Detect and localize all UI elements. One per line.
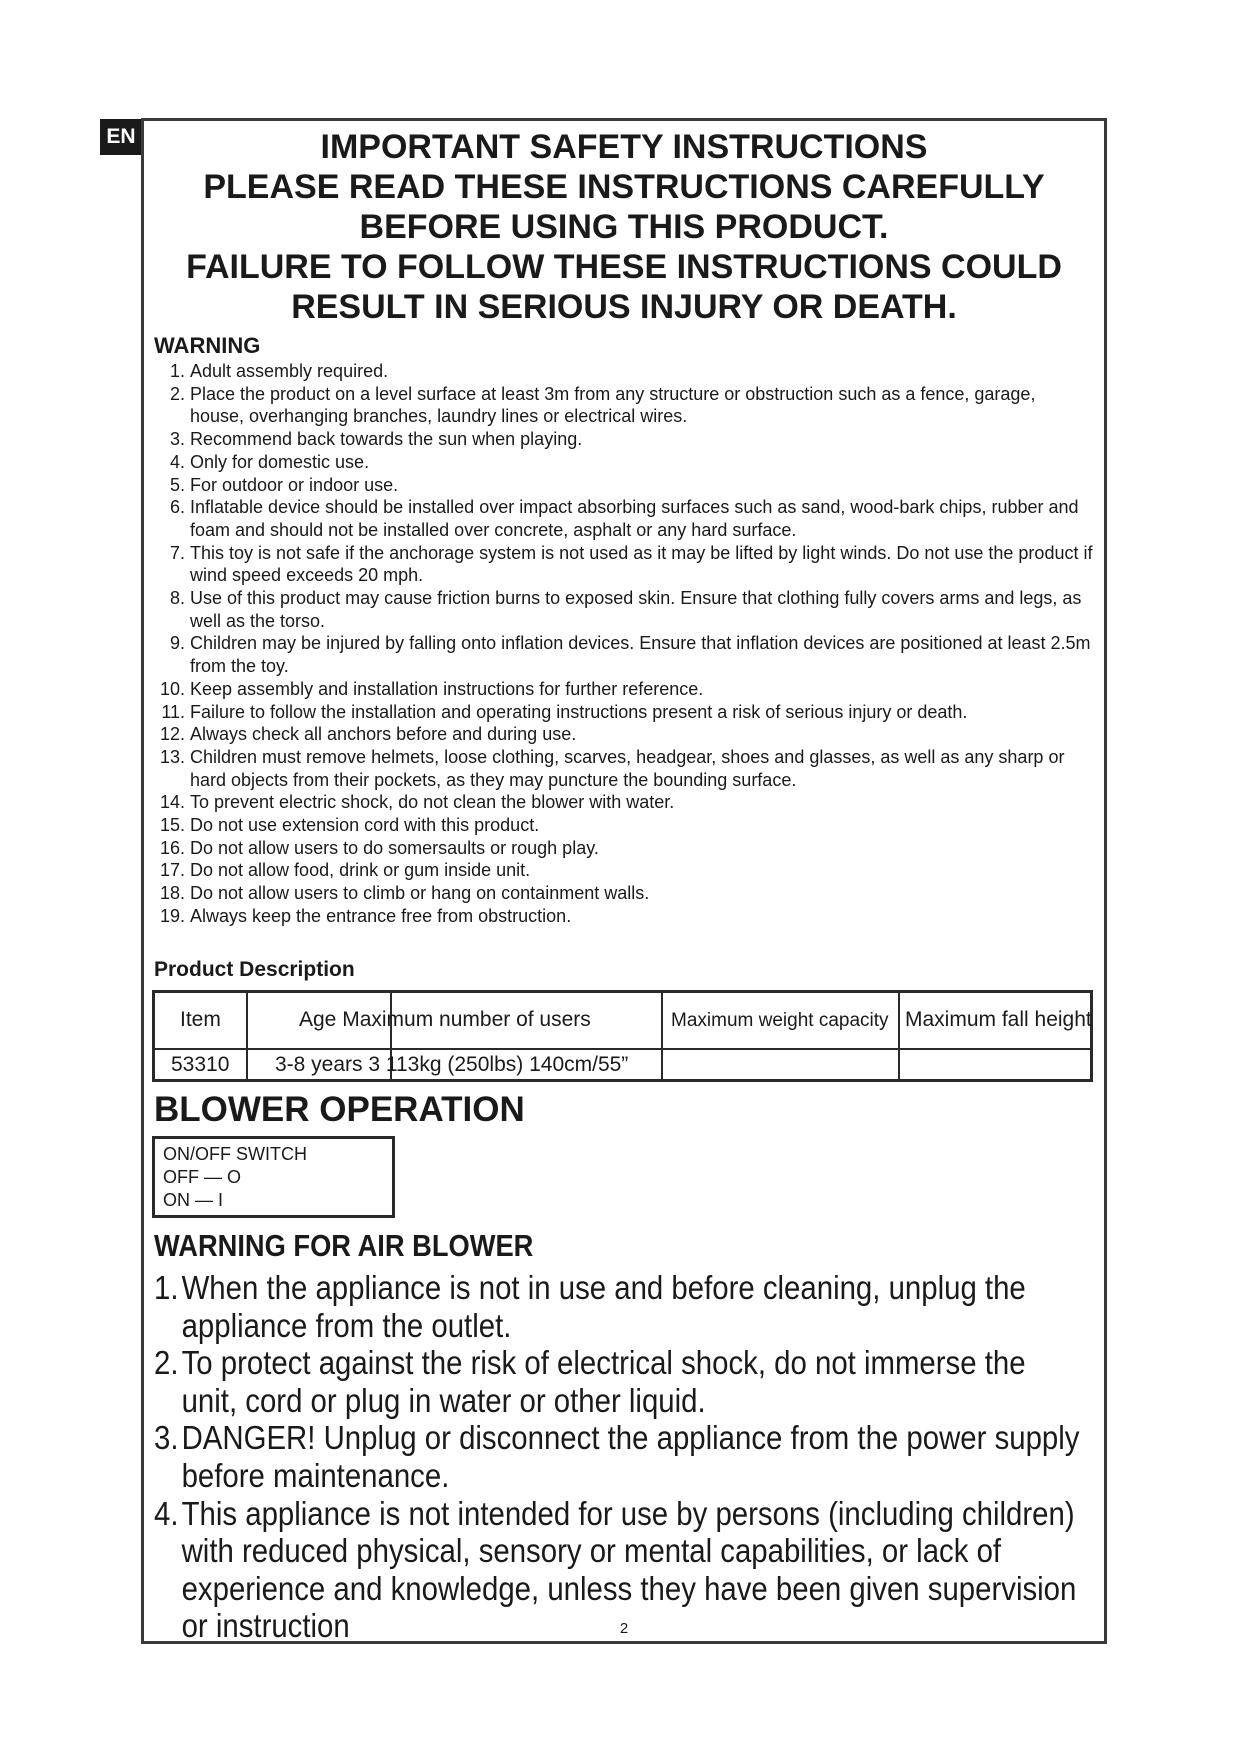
list-item: 3. DANGER! Unplug or disconnect the appliance from the power supply before maintenance.: [154, 1419, 1080, 1494]
table-divider: [155, 1048, 1090, 1050]
warning-title: WARNING: [154, 333, 261, 358]
list-item: 9. Children may be injured by falling onto inflation devices. Ensure that inflation devices are positioned at least 2.5m from the toy.: [169, 633, 1091, 677]
table-divider: [661, 993, 663, 1079]
blower-operation-title: BLOWER OPERATION: [154, 1090, 525, 1129]
switch-line: OFF — O: [163, 1167, 241, 1187]
product-description-title: Product Description: [154, 958, 355, 981]
air-blower-warning-title: WARNING FOR AIR BLOWER: [154, 1228, 534, 1263]
list-item: 11. Failure to follow the installation and operating instructions present a risk of serious injury or death.: [161, 701, 968, 722]
list-item: 19. Always keep the entrance free from obstruction.: [159, 905, 572, 926]
safety-heading: [141, 127, 1107, 327]
switch-info-box: [152, 1136, 395, 1218]
list-item: 16. Do not allow users to do somersaults or rough play.: [159, 837, 599, 858]
language-tab: EN: [100, 119, 142, 155]
header-weight: Maximum weight capacity: [671, 1010, 889, 1031]
list-item: 4. This appliance is not intended for use by persons (including children) with reduced physical, sensory or mental capabilities, or lack of experience and knowledge, unless they have been given supervision or instruction: [154, 1494, 1077, 1645]
heading-line: PLEASE READ THESE INSTRUCTIONS CAREFULLY: [203, 168, 1045, 206]
heading-line: FAILURE TO FOLLOW THESE INSTRUCTIONS COULD: [186, 248, 1062, 286]
list-item: 1. Adult assembly required.: [169, 361, 389, 381]
list-item: 14. To prevent electric shock, do not clean the blower with water.: [159, 792, 675, 813]
warning-list: [154, 360, 1094, 928]
cell-item-number: 53310: [171, 1053, 230, 1076]
list-item: 6. Inflatable device should be installed over impact absorbing surfaces such as sand, wood-bark chips, rubber and foam and should not be installed over concrete, asphalt or any hard surface.: [169, 497, 1079, 540]
list-item: 13. Children must remove helmets, loose clothing, scarves, headgear, shoes and glasses, as well as any sharp or hard objects from their pockets, as they may puncture the bounding surface.: [159, 746, 1065, 790]
header-fall-height: Maximum fall height: [905, 1008, 1092, 1031]
heading-line: IMPORTANT SAFETY INSTRUCTIONS: [320, 128, 928, 166]
table-divider: [898, 993, 900, 1079]
list-item: 18. Do not allow users to climb or hang on containment walls.: [159, 883, 650, 904]
heading-line: RESULT IN SERIOUS INJURY OR DEATH.: [291, 288, 957, 326]
list-item: 10. Keep assembly and installation instructions for further reference.: [159, 678, 704, 699]
page-number: 2: [619, 1620, 629, 1637]
product-spec-table: [152, 990, 1093, 1082]
list-item: 5. For outdoor or indoor use.: [169, 474, 399, 495]
cell-values: 3-8 years 3 113kg (250lbs) 140cm/55”: [275, 1053, 629, 1076]
list-item: 7. This toy is not safe if the anchorage system is not used as it may be lifted by light winds. Do not use the product if wind speed exceeds 20 mph.: [169, 542, 1093, 586]
list-item: 3. Recommend back towards the sun when playing.: [169, 429, 583, 450]
switch-line: ON/OFF SWITCH: [163, 1144, 307, 1164]
table-divider: [246, 993, 248, 1079]
list-item: 8. Use of this product may cause friction burns to exposed skin. Ensure that clothing fully covers arms and legs, as well as the torso.: [169, 588, 1082, 631]
list-item: 1. When the appliance is not in use and before cleaning, unplug the appliance from the outlet.: [154, 1269, 1026, 1344]
air-blower-warning-list: [154, 1269, 1089, 1645]
list-item: 15. Do not use extension cord with this product.: [159, 815, 540, 836]
list-item: 2. Place the product on a level surface at least 3m from any structure or obstruction such as a fence, garage, house, overhanging branches, laundry lines or electrical wires.: [169, 383, 1036, 427]
heading-line: BEFORE USING THIS PRODUCT.: [359, 208, 889, 246]
header-age-users: Age Maximum number of users: [299, 1008, 591, 1031]
list-item: 12. Always check all anchors before and during use.: [159, 724, 577, 745]
list-item: 4. Only for domestic use.: [169, 451, 370, 472]
header-item: Item: [180, 1008, 221, 1031]
list-item: 17. Do not allow food, drink or gum inside unit.: [159, 860, 531, 881]
list-item: 2. To protect against the risk of electrical shock, do not immerse the unit, cord or plug in water or other liquid.: [154, 1344, 1026, 1419]
switch-line: ON — I: [163, 1190, 224, 1210]
